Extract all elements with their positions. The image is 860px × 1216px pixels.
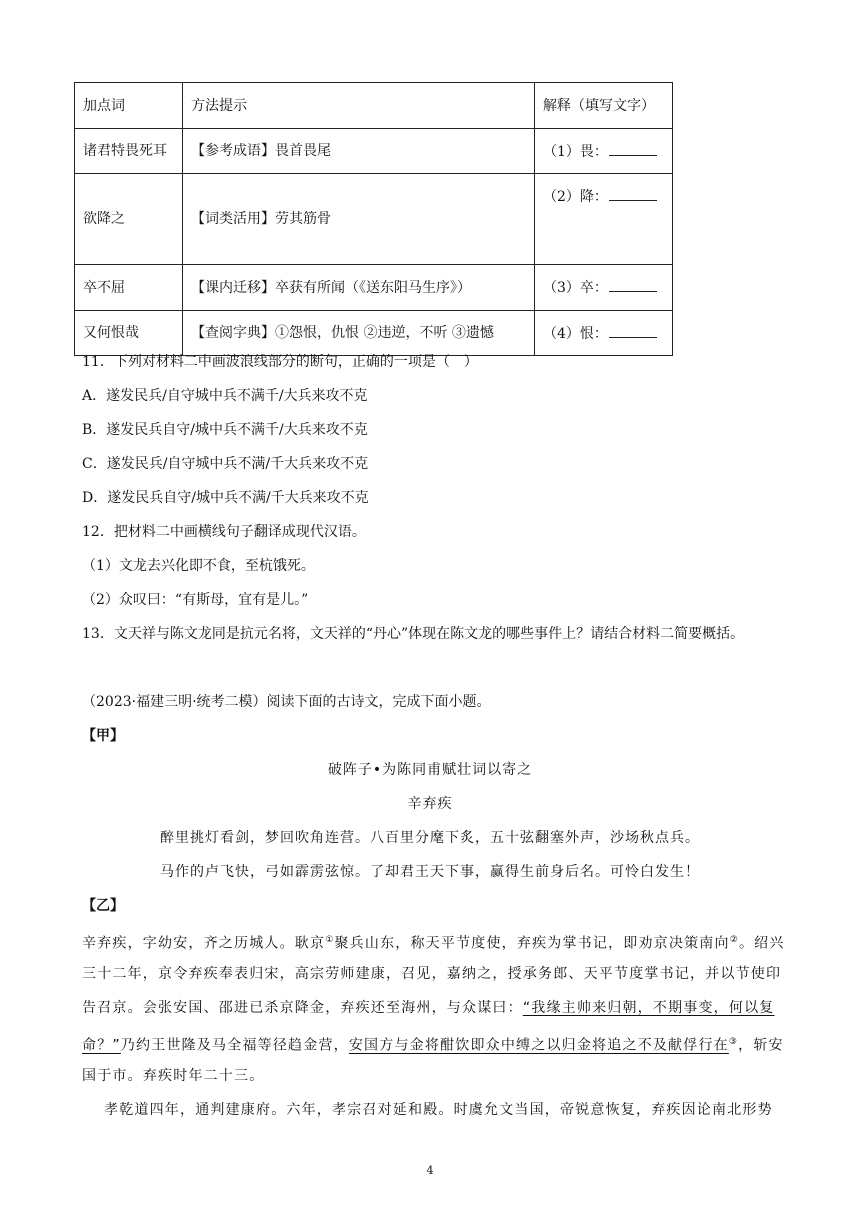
prose-text: 。绍兴 [738,935,785,952]
answer-blank[interactable] [609,323,657,338]
section-intro: （2023·福建三明·统考二模）阅读下面的古诗文，完成下面小题。 [82,694,491,710]
underlined-sentence: 安国方与金将酣饮即众中缚之以归金将追之不及献俘行在 [348,1037,729,1054]
answer-blank[interactable] [609,186,657,201]
table-cell-answer [535,129,673,174]
page-number: 4 [426,1164,434,1177]
table-row [75,174,673,265]
table-cell-hint: 【课内迁移】卒获有所闻（《送东阳马生序》） [183,265,535,311]
poem-line-part: 马作的卢飞快，弓如霹雳弦惊。了却君王天下事，赢得生前身后名。 [160,864,610,880]
underlined-sentence: “我缘主帅来归朝，不期事变，何以复 [522,1000,775,1016]
table-cell-answer [535,311,673,356]
prose-line: 孝乾道四年，通判建康府。六年，孝宗召对延和殿。时虞允文当国，帝锐意恢复，弃疾因论南北形势 [104,1102,773,1118]
table-header-cell: 加点词 [75,83,183,129]
prose-text: 辛弃疾，字幼安，齐之历城人。耿京 [82,935,326,952]
option-a[interactable]: A．遂发民兵/自守城中兵不满千/大兵来攻不克 [82,388,368,404]
footnote-mark: ② [729,935,739,945]
prose-text: 乃约王世隆及马全福等径趋金营， [120,1037,349,1054]
table-cell-word: 又何恨哉 [75,311,183,356]
footnote-mark: ③ [728,1037,739,1047]
table-header-cell: 方法提示 [183,83,535,129]
table-cell-answer [535,265,673,311]
poem-line-part: 可怜白发生！ [610,864,700,880]
prose-line [82,998,782,1018]
prose-text: ，斩安 [738,1037,784,1054]
table-cell-answer [535,174,673,265]
question-12-stem: 12．把材料二中画横线句子翻译成现代汉语。 [82,524,366,540]
poem-title: 破阵子•为陈同甫赋壮词以寄之 [327,762,533,778]
question-13-stem: 13．文天祥与陈文龙同是抗元名将，文天祥的“丹心”体现在陈文龙的哪些事件上？请结合材料二简要概括。 [82,626,745,642]
question-11-stem: 11．下列对材料二中画波浪线部分的断句，正确的一项是（ ） [82,354,478,370]
table-header-cell: 解释（填写文字） [535,83,673,129]
table-row [75,265,673,311]
answer-label: （2）降： [543,189,608,205]
poem-author: 辛弃疾 [407,796,453,812]
table-row [75,129,673,174]
question-12-item: （1）文龙去兴化即不食，至杭饿死。 [82,558,315,574]
prose-line [82,1032,782,1056]
yi-label: 【乙】 [82,898,124,914]
table-cell-hint: 【词类活用】劳其筋骨 [183,174,535,265]
prose-line: 国于市。弃疾时年二十三。 [82,1068,265,1084]
option-c[interactable]: C．遂发民兵/自守城中兵不满/千大兵来攻不克 [82,456,369,472]
answer-label: （3）卒： [543,280,608,296]
table-header-row [75,83,673,129]
answer-label: （4）恨： [543,325,608,342]
prose-line [82,930,785,954]
prose-text: 聚兵山东，称天平节度使，弃疾为掌书记，即劝京决策南向 [334,935,730,952]
answer-label: （1）畏： [543,143,608,160]
table-cell-word: 卒不屈 [75,265,183,311]
poem-line [82,862,778,882]
table-cell-hint: 【查阅字典】①怨恨，仇恨 ②违逆，不听 ③遗憾 [183,311,535,356]
answer-blank[interactable] [609,277,657,292]
prose-text: 告召京。会张安国、邵进已杀京降金，弃疾还至海州，与众谋曰： [82,1000,523,1016]
answer-blank[interactable] [609,141,657,156]
table-cell-word: 欲降之 [75,174,183,265]
poem-line: 醉里挑灯看剑，梦回吹角连营。八百里分麾下炙，五十弦翻塞外声，沙场秋点兵。 [160,830,700,846]
footnote-mark: ① [325,935,335,945]
table-row [75,311,673,356]
option-d[interactable]: D．遂发民兵自守/城中兵不满/千大兵来攻不克 [82,490,369,506]
table-cell-word: 诸君特畏死耳 [75,129,183,174]
vocab-table [74,82,673,356]
option-b[interactable]: B．遂发民兵自守/城中兵不满千/大兵来攻不克 [82,422,368,438]
prose-line: 三十二年，京令弃疾奉表归宋，高宗劳师建康，召见，嘉纳之，授承务郎、天平节度掌书记，并以节使印 [82,966,782,982]
underlined-sentence: 命？” [82,1037,121,1054]
table-cell-hint: 【参考成语】畏首畏尾 [183,129,535,174]
jia-label: 【甲】 [82,728,124,744]
question-12-item: （2）众叹曰：“有斯母，宜有是儿。” [82,592,309,608]
